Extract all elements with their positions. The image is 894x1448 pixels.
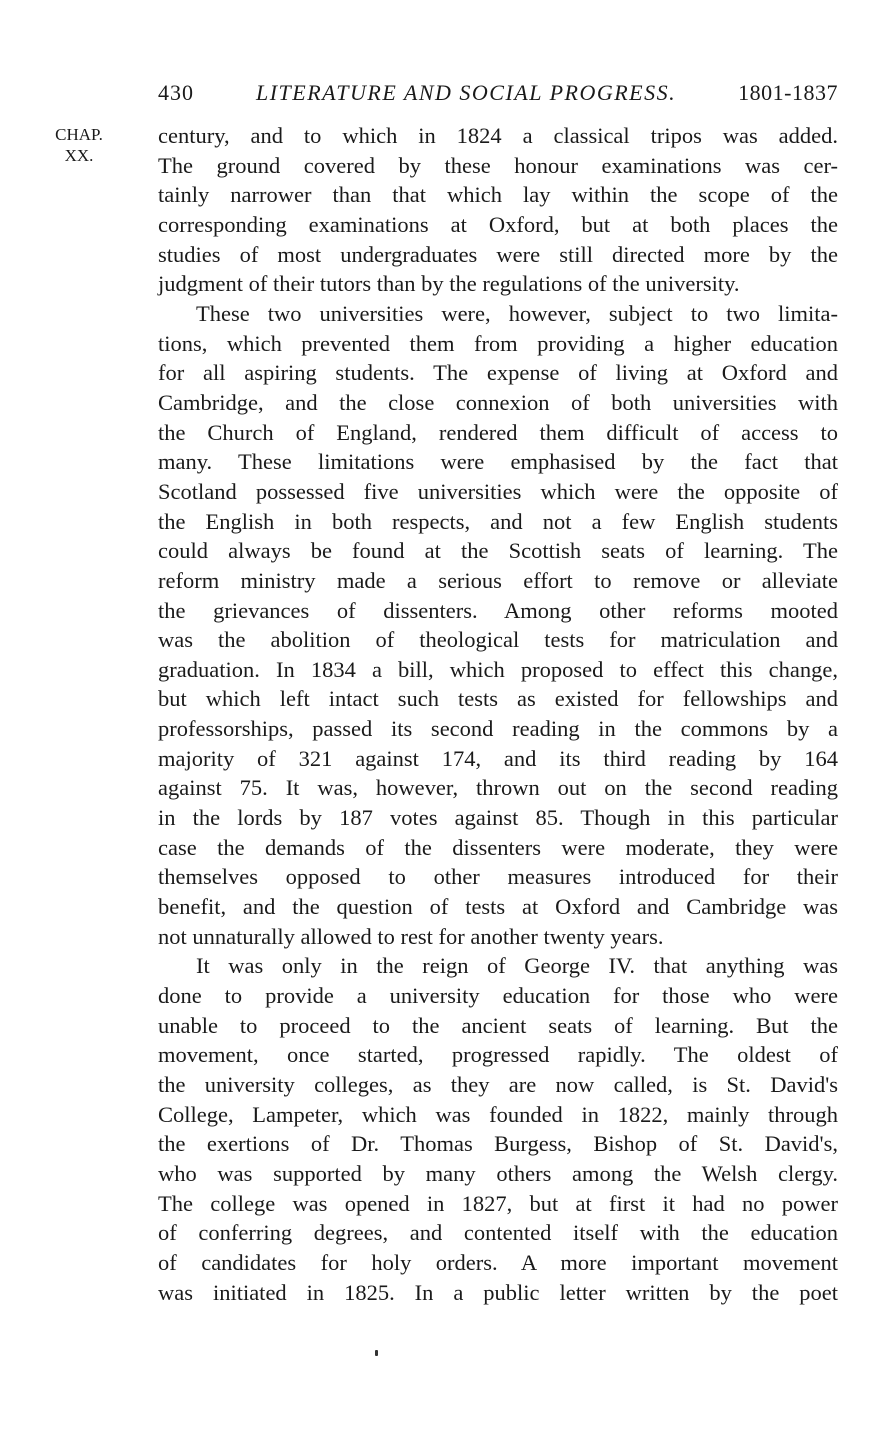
text-line: The ground covered by these honour examinations was cer- bbox=[158, 152, 838, 178]
text-line: of conferring degrees, and contented itself with the education bbox=[158, 1220, 838, 1246]
text-line: the grievances of dissenters. Among other reforms mooted bbox=[158, 597, 838, 623]
chapter-margin-label bbox=[44, 124, 114, 166]
text-line: It was only in the reign of George IV. that anything was bbox=[196, 953, 838, 979]
text-line: graduation. In 1834 a bill, which proposed to effect this change, bbox=[158, 656, 838, 682]
text-line: the university colleges, as they are now called, is St. David's bbox=[158, 1072, 838, 1097]
text-line: for all aspiring students. The expense of living at Oxford and bbox=[158, 360, 838, 386]
text-line: tainly narrower than that which lay within the scope of the bbox=[158, 182, 838, 208]
text-line: who was supported by many others among the Welsh clergy. bbox=[158, 1160, 838, 1186]
text-line: case the demands of the dissenters were moderate, they were bbox=[158, 834, 838, 860]
text-line: the exertions of Dr. Thomas Burgess, Bishop of St. David's, bbox=[158, 1131, 838, 1157]
text-line: These two universities were, however, subject to two limita- bbox=[196, 300, 838, 326]
chapter-number: XX. bbox=[64, 146, 94, 165]
text-line: unable to proceed to the ancient seats of learning. But the bbox=[158, 1012, 838, 1038]
text-line: not unnaturally allowed to rest for another twenty years. bbox=[158, 923, 664, 949]
text-line: but which left intact such tests as existed for fellowships and bbox=[158, 686, 838, 712]
text-line: tions, which prevented them from providing a higher education bbox=[158, 330, 838, 356]
text-line: against 75. It was, however, thrown out on the second reading bbox=[158, 775, 838, 801]
text-line: professorships, passed its second reading in the commons by a bbox=[158, 716, 838, 742]
text-line: Scotland possessed five universities which were the opposite of bbox=[158, 478, 838, 504]
chapter-word: CHAP. bbox=[55, 125, 103, 144]
text-line: in the lords by 187 votes against 85. Though in this particular bbox=[158, 805, 838, 831]
running-title: LITERATURE AND SOCIAL PROGRESS. bbox=[256, 80, 677, 105]
text-line: movement, once started, progressed rapidly. The oldest of bbox=[158, 1042, 838, 1068]
text-line: studies of most undergraduates were still directed more by the bbox=[158, 241, 838, 267]
text-line: College, Lampeter, which was founded in 1822, mainly through bbox=[158, 1101, 838, 1127]
text-line: could always be found at the Scottish seats of learning. The bbox=[158, 538, 838, 564]
text-line: majority of 321 against 174, and its third reading by 164 bbox=[158, 745, 838, 771]
text-line: was initiated in 1825. In a public letter written by the poet bbox=[158, 1279, 838, 1305]
running-years: 1801-1837 bbox=[738, 80, 838, 105]
text-line: was the abolition of theological tests for matriculation and bbox=[158, 627, 838, 653]
text-line: the English in both respects, and not a few English students bbox=[158, 508, 838, 534]
text-line: century, and to which in 1824 a classical tripos was added. bbox=[158, 123, 838, 148]
body-text bbox=[158, 121, 838, 1307]
text-line: benefit, and the question of tests at Oxford and Cambridge was bbox=[158, 894, 838, 920]
text-line: reform ministry made a serious effort to remove or alleviate bbox=[158, 567, 838, 593]
text-line: corresponding examinations at Oxford, but at both places the bbox=[158, 211, 838, 237]
text-line: themselves opposed to other measures introduced for their bbox=[158, 864, 838, 890]
text-line: judgment of their tutors than by the regulations of the university. bbox=[158, 271, 740, 297]
text-line: the Church of England, rendered them difficult of access to bbox=[158, 419, 838, 445]
ink-mark bbox=[375, 1350, 378, 1356]
text-line: Cambridge, and the close connexion of both universities with bbox=[158, 389, 838, 415]
text-line: many. These limitations were emphasised by the fact that bbox=[158, 449, 838, 475]
page-number: 430 bbox=[158, 80, 194, 105]
text-line: of candidates for holy orders. A more important movement bbox=[158, 1249, 838, 1275]
text-line: The college was opened in 1827, but at first it had no power bbox=[158, 1190, 838, 1216]
running-head bbox=[158, 76, 838, 110]
text-line: done to provide a university education for those who were bbox=[158, 983, 838, 1009]
